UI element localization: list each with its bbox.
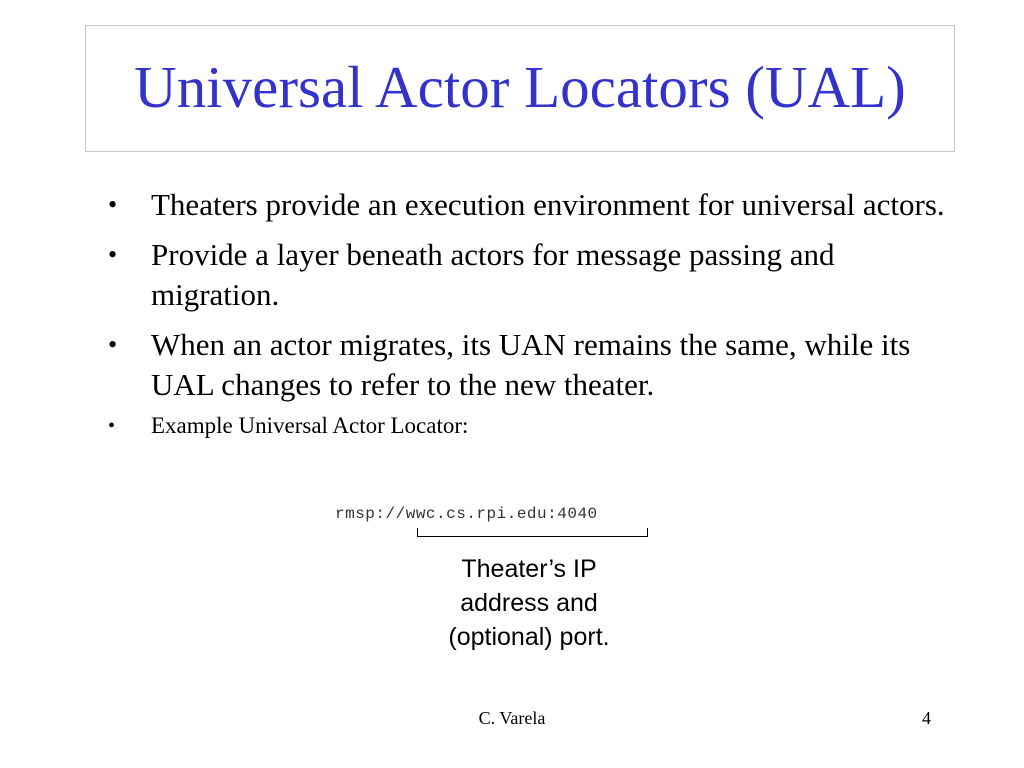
bullet-text: Theaters provide an execution environment for universal actors. <box>151 187 945 222</box>
bullet-dot-icon: • <box>108 330 118 359</box>
bullet-dot-icon: • <box>108 240 118 269</box>
bullet-text: Example Universal Actor Locator: <box>151 413 469 438</box>
bullet-item <box>108 185 958 225</box>
title-frame <box>85 25 955 152</box>
bullet-dot-icon: • <box>108 415 116 437</box>
page-number: 4 <box>922 708 931 728</box>
example-ual: rmsp://wwc.cs.rpi.edu:4040 <box>335 505 598 523</box>
bracket-annotation <box>404 552 654 654</box>
annotation-line: (optional) port. <box>448 623 610 651</box>
annotation-line: Theater’s IP <box>461 555 597 583</box>
footer-author: C. Varela <box>478 708 546 728</box>
slide-title: Universal Actor Locators (UAL) <box>134 54 906 120</box>
bullet-text: Provide a layer beneath actors for message passing and migration. <box>151 237 835 312</box>
host-port-bracket <box>417 528 648 537</box>
bullet-text: When an actor migrates, its UAN remains the same, while its UAL changes to refer to the new theater. <box>151 327 911 402</box>
bullet-item <box>108 235 958 315</box>
bullet-list <box>108 185 958 451</box>
bullet-item <box>108 411 958 441</box>
annotation-line: address and <box>460 589 598 617</box>
bullet-dot-icon: • <box>108 190 118 219</box>
bullet-item <box>108 325 958 405</box>
